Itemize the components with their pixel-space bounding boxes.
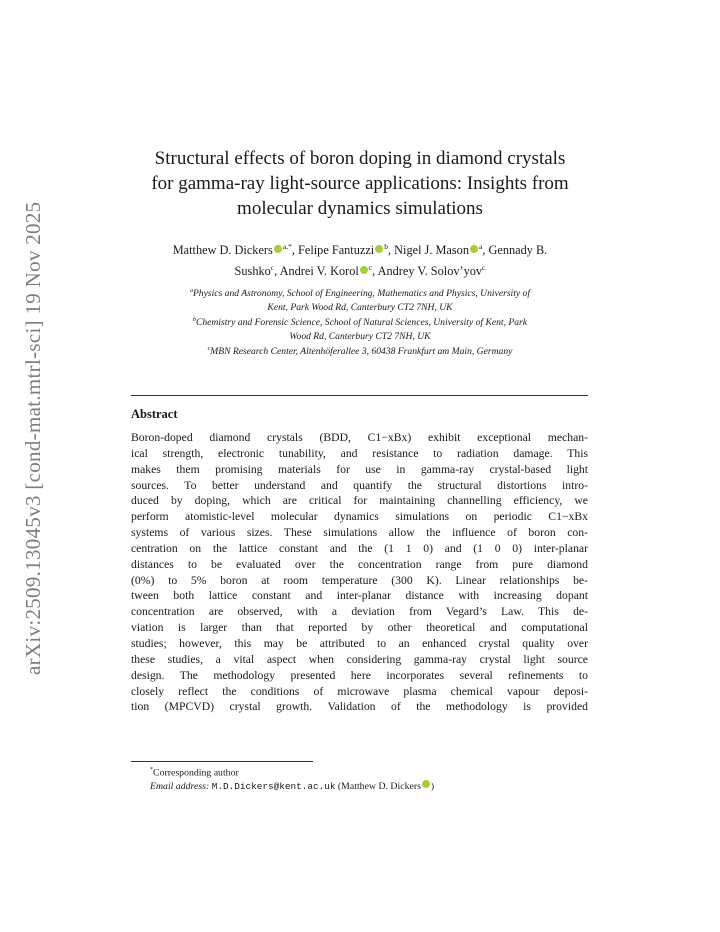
abstract-heading: Abstract [131, 407, 178, 421]
divider [131, 395, 588, 396]
affiliation [120, 285, 600, 301]
abstract-line: centration on the lattice constant and the (1 1 0) and (1 0 0) inter-planar [131, 541, 588, 555]
abstract-line: tween both lattice constant and inter-planar distance with increasing dopant [131, 589, 588, 603]
author-name: , Felipe Fantuzzi [291, 243, 375, 258]
affiliations [120, 285, 600, 359]
abstract-line: studies; however, this may be attributed to an enhanced crystal quality over [131, 636, 588, 650]
email-name-close: ) [430, 780, 435, 792]
affiliation-text: MBN Research Center, Altenhöferallee 3, 60438 Frankfurt am Main, Germany [210, 346, 513, 358]
author-line [120, 259, 600, 280]
orcid-icon[interactable] [422, 780, 430, 788]
email-link[interactable]: M.D.Dickers@kent.ac.uk [211, 780, 336, 792]
email-note [150, 780, 434, 794]
orcid-icon[interactable] [375, 245, 383, 253]
title-line: Structural effects of boron doping in diamond crystals [154, 148, 566, 169]
affiliation-cont: Wood Rd, Canterbury CT2 7NH, UK [289, 330, 431, 342]
abstract-line: Boron-doped diamond crystals (BDD, C1−xBx) exhibit exceptional mechan- [131, 431, 588, 444]
author-name: , Gennady B. [482, 243, 548, 258]
arxiv-identifier: arXiv:2509.13045v3 [cond-mat.mtrl-sci] 19 Nov 2025 [21, 201, 45, 675]
author-mark: c [270, 263, 275, 273]
affiliation-mark: a [189, 288, 193, 294]
abstract-line: design. The methodology presented here incorporates several refinements to [131, 668, 588, 682]
orcid-icon[interactable] [360, 266, 368, 274]
email-label: Email address: [150, 780, 210, 792]
abstract-line: tion (MPCVD) crystal growth. Validation of the methodology is provided [131, 700, 588, 714]
author-mark: b [384, 242, 389, 251]
affiliation-cont: Kent, Park Wood Rd, Canterbury CT2 7NH, UK [267, 301, 453, 313]
abstract-line: (0%) to 5% boron at room temperature (300 K). Linear relationships be- [131, 573, 588, 587]
abstract-line: systems of various sizes. These simulations allow the influence of boron con- [131, 526, 588, 540]
corresponding-note [150, 764, 434, 780]
abstract-line: makes them promising materials for use in gamma-ray crystal-based light [131, 462, 588, 476]
affiliation-text: Physics and Astronomy, School of Engineering, Mathematics and Physics, University of [192, 288, 531, 300]
author-line [120, 238, 600, 259]
affiliation-mark: c [207, 346, 211, 353]
author-mark: c [482, 263, 486, 273]
orcid-icon[interactable] [470, 245, 478, 253]
affiliation-text: Chemistry and Forensic Science, School of Natural Sciences, University of Kent, Park [195, 317, 528, 329]
author-mark: c [368, 263, 373, 273]
title-line: for gamma-ray light-source applications: Insights from [151, 173, 569, 194]
affiliation-mark: b [192, 317, 196, 324]
paper-title [120, 146, 600, 221]
email-name: (Matthew D. Dickers [337, 780, 421, 792]
abstract-line: these studies, a vital aspect when considering gamma-ray crystal light source [131, 652, 588, 666]
abstract-line: sources. To better understand and quantify the structural distortions intro- [131, 478, 588, 492]
abstract-line: concentration are observed, with a deviation from Vegard’s Law. This de- [131, 605, 588, 619]
author-name: Matthew D. Dickers [172, 243, 273, 258]
abstract-line: ical strength, electronic tunability, and resistance to radiation damage. This [131, 446, 588, 460]
author-name: Sushko [234, 264, 271, 279]
corresponding-label: Corresponding author [153, 767, 239, 779]
footnote-mark: * [150, 767, 154, 773]
title-line: molecular dynamics simulations [237, 198, 483, 219]
affiliation [120, 343, 600, 359]
abstract-line: duced by doping, which are critical for maintaining channelling efficiency, we [131, 494, 588, 508]
abstract-line: perform atomistic-level molecular dynamics simulations on periodic C1−xBx [131, 510, 588, 524]
footnote-rule [131, 761, 313, 762]
orcid-icon[interactable] [274, 245, 282, 253]
affiliation [120, 314, 600, 330]
author-name: , Nigel J. Mason [388, 243, 469, 258]
abstract-line: distances to be evaluated over the concentration range from pure diamond [131, 557, 588, 571]
author-name: , Andrei V. Korol [274, 264, 359, 279]
abstract-line: viation is larger than that reported by other theoretical and computational [131, 621, 588, 635]
author-mark: a [478, 242, 483, 251]
author-mark: a,* [282, 242, 292, 251]
author-name: , Andrey V. Solov’yov [372, 264, 483, 279]
footnote [150, 764, 434, 793]
author-list [120, 238, 600, 280]
abstract-line: closely reflect the conditions of microwave plasma chemical vapour deposi- [131, 684, 588, 698]
abstract-body [131, 430, 588, 715]
